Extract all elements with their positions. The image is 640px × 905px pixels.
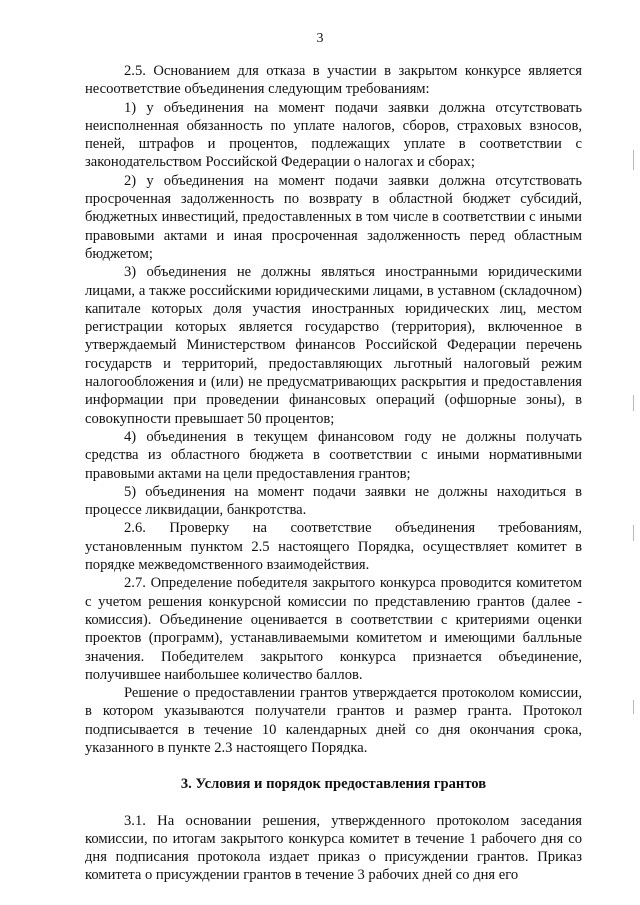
paragraph-2-5-item-1: 1) у объединения на момент подачи заявки должна отсутствовать неисполненная обязанность по уплате налогов, сборов, страховых взносов, пеней, штрафов и процентов, подлежащих уплате в соответствии с законодательством Российской Федерации о налогах и сборах;: [85, 99, 582, 171]
document-body: [85, 62, 582, 885]
scan-margin-mark: [633, 150, 634, 170]
section-heading: 3. Условия и порядок предоставления грантов: [180, 776, 487, 793]
paragraph-2-5: 2.5. Основанием для отказа в участии в закрытом конкурсе является несоответствие объединения следующим требованиям:: [85, 63, 582, 98]
paragraph-2-7: 2.7. Определение победителя закрытого конкурса проводится комитетом с учетом решения конкурсной комиссии по представлению грантов (далее - комиссия). Объединение оценивается в соответствии с критериями оценки проектов (программ), устанавливаемыми комитетом и имеющими балльные значения. Победителем закрытого конкурса признается объединение, получившее наибольшее количество баллов.: [85, 575, 582, 683]
scan-margin-mark: [633, 395, 634, 411]
paragraph-2-6: 2.6. Проверку на соответствие объединения требованиям, установленным пунктом 2.5 настоящего Порядка, осуществляет комитет в порядке межведомственного взаимодействия.: [85, 520, 582, 574]
page-number: 3: [316, 31, 324, 46]
scan-margin-mark: [633, 700, 634, 714]
scan-margin-mark: [633, 525, 634, 541]
paragraph-2-5-item-3: 3) объединения не должны являться иностранными юридическими лицами, а также российскими юридическими лицами, в уставном (складочном) капитале которых доля участия иностранных юридических лиц, местом регистрации которых является государство (территория), включенное в утверждаемый Министерством финансов Российской Федерации перечень государств и территорий, предоставляющих льготный налоговый режим налогообложения и (или) не предусматривающих раскрытия и предоставления информации при проведении финансовых операций (офшорные зоны), в совокупности превышает 50 процентов;: [85, 264, 582, 427]
paragraph-decision: Решение о предоставлении грантов утверждается протоколом комиссии, в котором указываются получатели грантов и размер гранта. Протокол подписывается в течение 10 календарных дней со дня окончания срока, указанного в пункте 2.3 настоящего Порядка.: [85, 685, 582, 756]
paragraph-2-5-item-2: 2) у объединения на момент подачи заявки должна отсутствовать просроченная задолженность по возврату в областной бюджет субсидий, бюджетных инвестиций, предоставленных в том числе в соответствии с иными правовыми актами и иная просроченная задолженность перед областным бюджетом;: [85, 172, 582, 262]
paragraph-3-1: 3.1. На основании решения, утвержденного протоколом заседания комиссии, по итогам закрытого конкурса комитет в течение 1 рабочего дня со дня подписания протокола издает приказ о присуждении грантов. Приказ комитета о присуждении грантов в течение 3 рабочих дней со дня его: [85, 812, 582, 884]
paragraph-2-5-item-4: 4) объединения в текущем финансовом году не должны получать средства из областного бюджета в соответствии с иными нормативными правовыми актами на цели предоставления грантов;: [85, 428, 582, 482]
paragraph-2-5-item-5: 5) объединения на момент подачи заявки не должны находиться в процессе ликвидации, банкротства.: [85, 483, 582, 519]
